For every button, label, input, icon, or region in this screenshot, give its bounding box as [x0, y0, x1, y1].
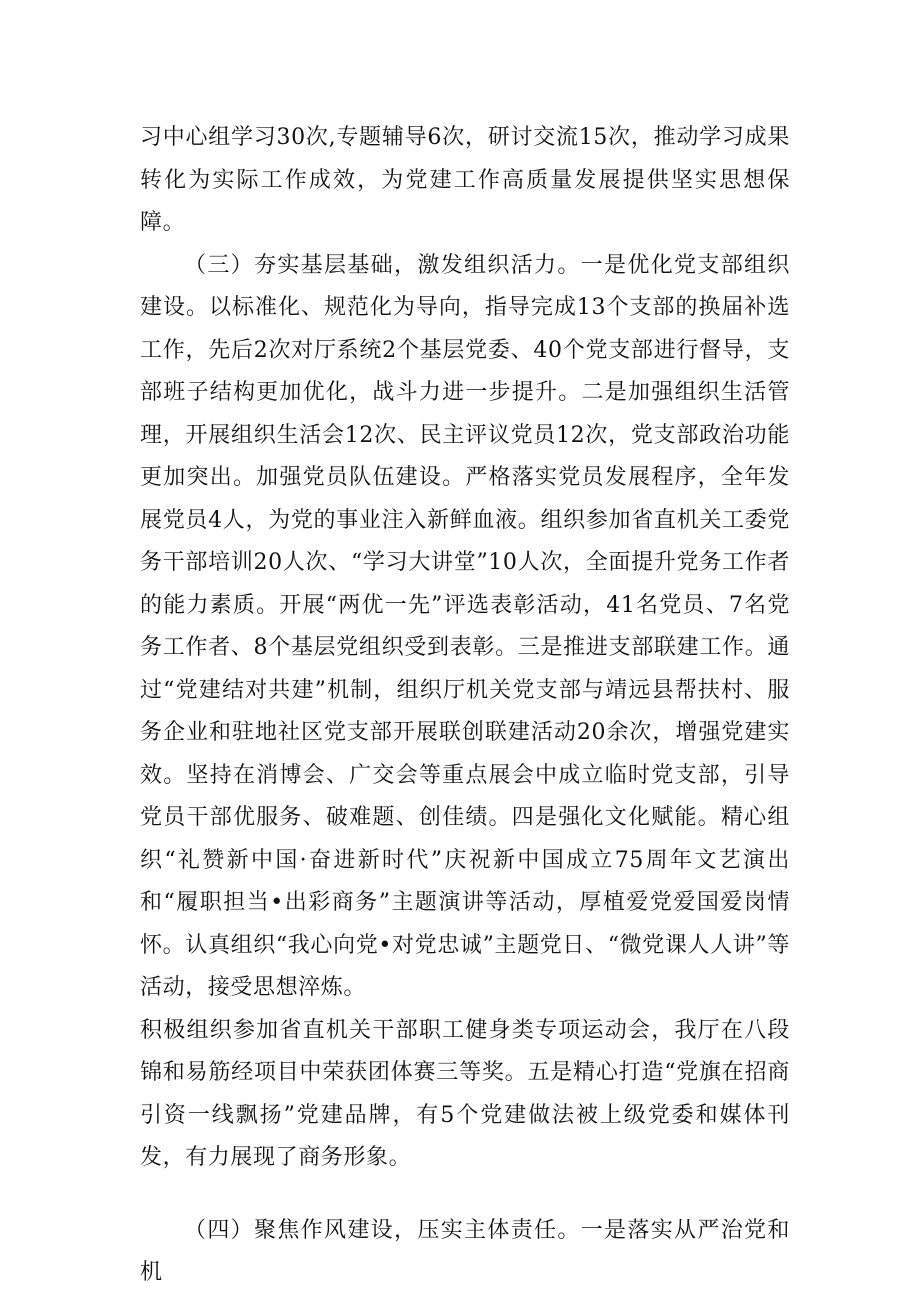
paragraph-sports-brand: 积极组织参加省直机关干部职工健身类专项运动会，我厅在八段锦和易筋经项目中荣获团体赛三等奖。五是精心打造“党旗在招商引资一线飘扬”党建品牌，有5个党建做法被上级党委和媒体刊发，有力展现了商务形象。: [140, 1017, 790, 1170]
paragraph-section-four: （四）聚焦作风建设，压实主体责任。一是落实从严治党和机: [140, 1217, 790, 1285]
paragraph-study-continuation: 习中心组学习30次,专题辅导6次，研讨交流15次，推动学习成果转化为实际工作成效，为党建工作高质量发展提供坚实思想保障。: [140, 125, 790, 235]
document-body: [140, 117, 790, 1295]
paragraph-section-three: （三）夯实基层基础，激发组织活力。一是优化党支部组织建设。以标准化、规范化为导向，指导完成13个支部的换届补选工作，先后2次对厅系统2个基层党委、40个党支部进行督导，支部班子结构更加优化，战斗力进一步提升。二是加强组织生活管理，开展组织生活会12次、民主评议党员12次，党支部政治功能更加突出。加强党员队伍建设。严格落实党员发展程序，全年发展党员4人，为党的事业注入新鲜血液。组织参加省直机关工委党务干部培训20人次、“学习大讲堂”10人次，全面提升党务工作者的能力素质。开展“两优一先”评选表彰活动，41名党员、7名党务工作者、8个基层党组织受到表彰。三是推进支部联建工作。通过“党建结对共建”机制，组织厅机关党支部与靖远县帮扶村、服务企业和驻地社区党支部开展联创联建活动20余次，增强党建实效。坚持在消博会、广交会等重点展会中成立临时党支部，引导党员干部优服务、破难题、创佳绩。四是强化文化赋能。精心组织“礼赞新中国·奋进新时代”庆祝新中国成立75周年文艺演出和“履职担当•出彩商务”主题演讲等活动，厚植爱党爱国爱岗情怀。认真组织“我心向党•对党忠诚”主题党日、“微党课人人讲”等活动，接受思想淬炼。: [140, 252, 790, 1000]
